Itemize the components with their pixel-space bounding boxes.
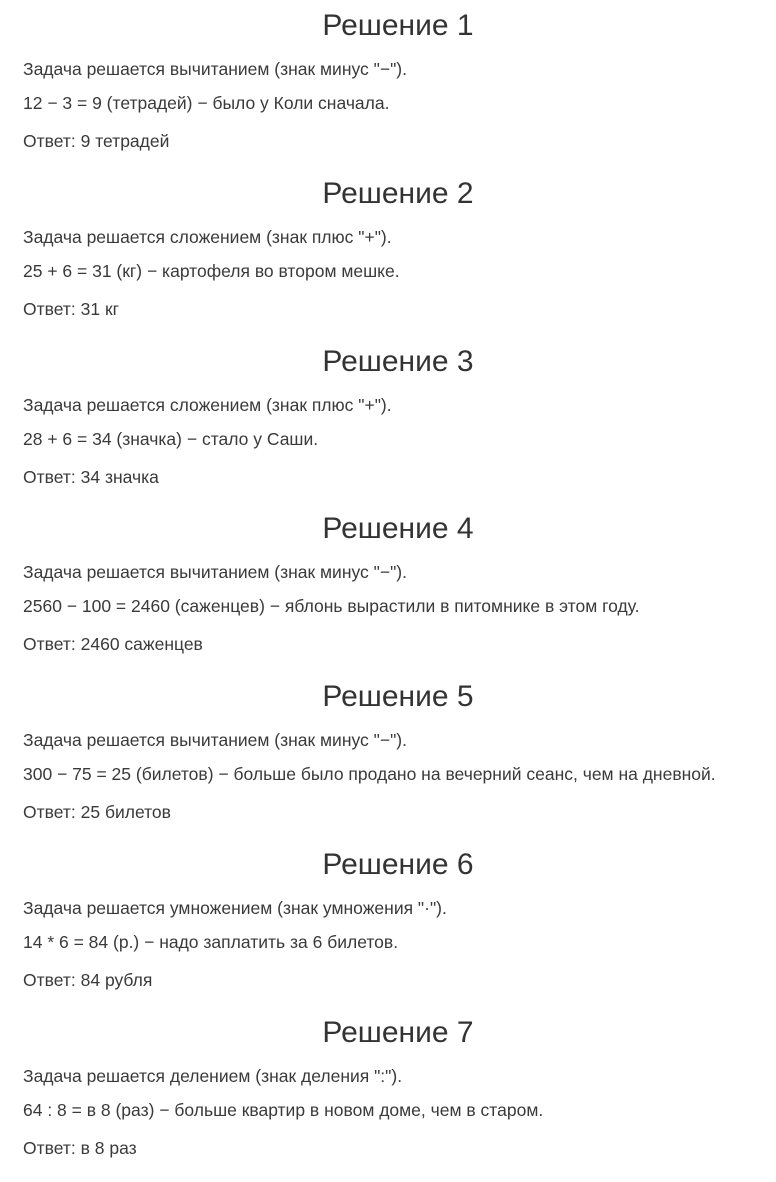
solution-calculation: 300 − 75 = 25 (билетов) − больше было продано на вечерний сеанс, чем на дневной. [23, 764, 716, 784]
solution-calculation: 25 + 6 = 31 (кг) − картофеля во втором мешке. [23, 261, 400, 281]
solution-block-1 [0, 8, 776, 151]
solution-block-3 [0, 344, 776, 487]
solution-heading: Решение 6 [322, 848, 474, 881]
solution-calculation: 64 : 8 = в 8 (раз) − больше квартир в новом доме, чем в старом. [23, 1100, 544, 1120]
solution-answer: Ответ: 34 значка [23, 467, 159, 487]
solution-heading: Решение 4 [322, 512, 474, 545]
solution-task-text: Задача решается умножением (знак умножения "·"). [23, 898, 447, 918]
solution-heading: Решение 5 [322, 680, 474, 713]
solution-task-text: Задача решается вычитанием (знак минус "−"). [23, 730, 407, 750]
solution-task-text: Задача решается вычитанием (знак минус "−"). [23, 562, 407, 582]
solution-answer: Ответ: в 8 раз [23, 1138, 137, 1158]
solution-answer: Ответ: 2460 саженцев [23, 634, 203, 654]
solution-answer: Ответ: 25 билетов [23, 802, 171, 822]
solution-calculation: 28 + 6 = 34 (значка) − стало у Саши. [23, 429, 319, 449]
solution-calculation: 2560 − 100 = 2460 (саженцев) − яблонь вырастили в питомнике в этом году. [23, 596, 640, 616]
solution-heading: Решение 3 [322, 345, 474, 378]
solution-block-4 [0, 511, 776, 654]
solution-calculation: 12 − 3 = 9 (тетрадей) − было у Коли сначала. [23, 93, 390, 113]
solution-answer: Ответ: 31 кг [23, 299, 119, 319]
solution-block-6 [0, 847, 776, 990]
solution-task-text: Задача решается сложением (знак плюс "+"). [23, 395, 392, 415]
solution-calculation: 14 * 6 = 84 (р.) − надо заплатить за 6 билетов. [23, 932, 399, 952]
solution-heading: Решение 1 [322, 9, 474, 42]
solution-answer: Ответ: 9 тетрадей [23, 131, 170, 151]
solution-task-text: Задача решается делением (знак деления ":"). [23, 1066, 403, 1086]
solution-block-7 [0, 1015, 776, 1158]
solution-heading: Решение 2 [322, 177, 474, 210]
solution-answer: Ответ: 84 рубля [23, 970, 153, 990]
solution-task-text: Задача решается сложением (знак плюс "+"). [23, 227, 392, 247]
solution-block-5 [0, 679, 776, 822]
solution-heading: Решение 7 [322, 1016, 474, 1049]
solution-task-text: Задача решается вычитанием (знак минус "−"). [23, 59, 407, 79]
solution-block-2 [0, 176, 776, 319]
